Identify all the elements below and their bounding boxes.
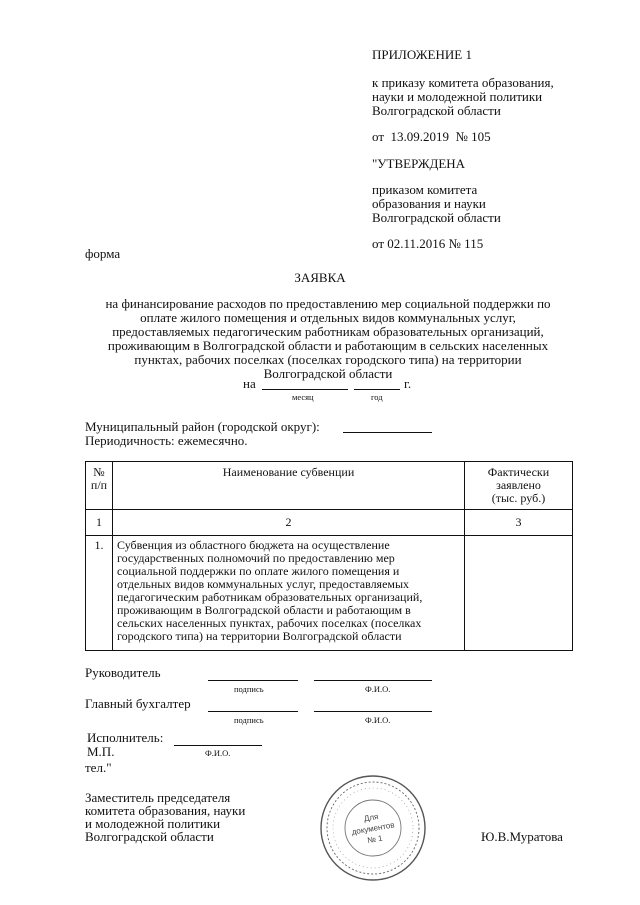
row-num: 1. <box>86 536 113 651</box>
stamp-text: документов <box>351 820 396 837</box>
subtitle-line: предоставляемых педагогическим работникам образовательных организаций, <box>112 324 544 339</box>
executor-field[interactable] <box>174 745 262 746</box>
subtitle-line: на финансирование расходов по предоставлению мер социальной поддержки по <box>105 296 551 311</box>
header-num-line: № <box>93 465 105 479</box>
periodicity: Периодичность: ежемесячно. <box>85 433 248 448</box>
row-name-line: Субвенция из областного бюджета на осуществление <box>117 538 390 552</box>
subtitle-line: оплате жилого помещения и отдельных видов коммунальных услуг, <box>140 310 516 325</box>
header-amount <box>465 462 573 510</box>
col-number: 1 <box>86 510 113 536</box>
row-amount[interactable] <box>465 536 573 651</box>
period-prefix: на <box>243 376 256 391</box>
row-name-line: отдельных видов коммунальных услуг, предоставляемых <box>117 577 410 591</box>
row-name-line: социальной поддержки по оплате жилого помещения и <box>117 564 400 578</box>
year-caption: год <box>371 392 383 402</box>
position-line: и молодежной политики <box>85 816 221 831</box>
approved-line-3: Волгоградской области <box>372 210 501 225</box>
mp-label: М.П. <box>87 744 115 759</box>
accountant-fio-field[interactable] <box>314 711 432 712</box>
accountant-signature-field[interactable] <box>208 711 298 712</box>
stamp-seal-icon <box>318 773 428 883</box>
position-line: комитета образования, науки <box>85 803 246 818</box>
approved-label: "УТВЕРЖДЕНА <box>372 156 466 171</box>
subtitle-line: проживающим в Волгоградской области и работающим в сельских населенных <box>107 338 549 353</box>
month-caption: месяц <box>292 392 314 402</box>
head-label: Руководитель <box>85 665 161 680</box>
accountant-label: Главный бухгалтер <box>85 696 191 711</box>
approved-line-2: образования и науки <box>372 196 486 211</box>
row-name-line: педагогическим работникам образовательных организаций, <box>117 590 423 604</box>
tel-label: тел." <box>85 760 112 775</box>
subtitle-line: пунктах, рабочих поселках (поселках городского типа) на территории <box>134 352 522 367</box>
header-name: Наименование субвенции <box>113 462 465 510</box>
year-field[interactable] <box>354 389 400 390</box>
approved-line-1: приказом комитета <box>372 182 478 197</box>
sign-caption: подпись <box>234 715 264 725</box>
approved-date: от 02.11.2016 № 115 <box>372 236 484 251</box>
official-stamp <box>318 773 428 883</box>
order-date: от 13.09.2019 № 105 <box>372 129 491 144</box>
executor-label: Исполнитель: <box>87 730 164 745</box>
header-amount-line: заявлено <box>496 478 541 492</box>
position-line: Волгоградской области <box>85 829 214 844</box>
stamp-text: Для <box>363 811 380 824</box>
sign-caption: подпись <box>234 684 264 694</box>
municipal-field[interactable] <box>343 432 432 433</box>
position-line: Заместитель председателя <box>85 790 231 805</box>
appendix-label: ПРИЛОЖЕНИЕ 1 <box>372 47 472 62</box>
fio-caption: Ф.И.О. <box>365 684 391 694</box>
row-name <box>113 536 465 651</box>
order-line-2: науки и молодежной политики <box>372 89 543 104</box>
row-name-line: проживающим в Волгоградской области и работающим в <box>117 603 411 617</box>
month-field[interactable] <box>262 389 348 390</box>
table-column-numbers <box>86 510 573 536</box>
header-num <box>86 462 113 510</box>
form-label: форма <box>85 246 121 261</box>
header-amount-line: (тыс. руб.) <box>491 491 546 505</box>
head-signature-field[interactable] <box>208 680 298 681</box>
row-name-line: государственных полномочий по предоставлению мер <box>117 551 395 565</box>
order-line-1: к приказу комитета образования, <box>372 75 554 90</box>
table-header-row <box>86 462 573 510</box>
header-num-line: п/п <box>90 478 108 492</box>
municipal-label: Муниципальный район (городской округ): <box>85 419 320 434</box>
header-amount-line: Фактически <box>487 465 550 479</box>
row-name-line: сельских населенных пунктах, рабочих поселках (поселках <box>117 616 422 630</box>
signer-name: Ю.В.Муратова <box>481 829 563 844</box>
row-name-line: городского типа) на территории Волгоградской области <box>117 629 402 643</box>
executor-fio-caption: Ф.И.О. <box>205 748 231 758</box>
fio-caption: Ф.И.О. <box>365 715 391 725</box>
subvention-table <box>85 461 573 651</box>
col-number: 2 <box>113 510 465 536</box>
stamp-text: № 1 <box>366 833 384 846</box>
period-suffix: г. <box>404 376 412 391</box>
table-row <box>86 536 573 651</box>
order-line-3: Волгоградской области <box>372 103 501 118</box>
col-number: 3 <box>465 510 573 536</box>
subtitle-line: Волгоградской области <box>263 366 393 381</box>
document-title: ЗАЯВКА <box>294 270 346 285</box>
head-fio-field[interactable] <box>314 680 432 681</box>
